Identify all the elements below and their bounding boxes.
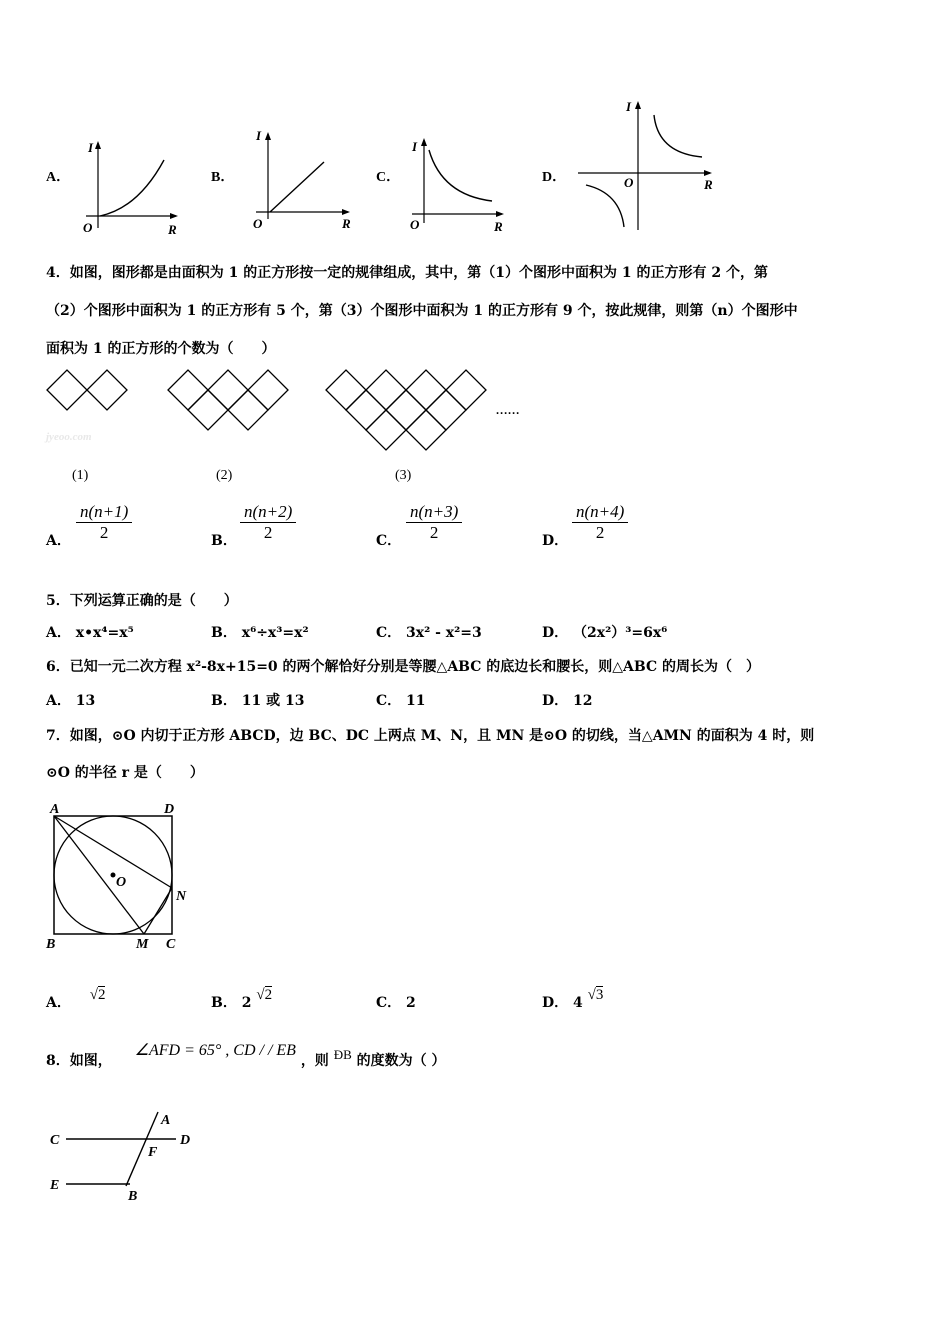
label-o: O: [116, 875, 127, 890]
q7-stem-line1: 7．如图，⊙O 内切于正方形 ABCD，边 BC、DC 上两点 M、N，且 MN 是⊙O 的切线，当△AMN 的面积为 4 时，则: [46, 728, 815, 744]
center-point: [111, 873, 116, 878]
text: 11 或 13: [241, 693, 305, 709]
y-arrow: [95, 141, 101, 149]
x-arrow: [170, 213, 178, 219]
q5-option-a[interactable]: [46, 622, 134, 642]
origin-label: O: [624, 175, 634, 190]
origin-label: O: [253, 216, 263, 231]
curve: [100, 160, 164, 216]
axis-i-label: I: [412, 139, 418, 154]
q6-stem: 6．已知一元二次方程 x²-8x+15=0 的两个解恰好分别是等腰△ABC 的底边长和腰长，则△ABC 的周长为（ ）: [46, 659, 761, 675]
x-arrow: [496, 211, 504, 217]
text: 13: [75, 693, 96, 709]
q6-option-d[interactable]: [542, 690, 593, 710]
watermark: jyeoo.com: [46, 431, 92, 443]
q4-stem-line3: 面积为 1 的正方形的个数为（ ）: [46, 341, 276, 357]
line: [270, 162, 324, 212]
ellipsis: ……: [496, 403, 520, 417]
caption-2: (2): [216, 468, 233, 483]
q3-option-a-letter: A．: [46, 170, 71, 185]
letter: D．: [542, 693, 569, 709]
numerator: n(n+2): [240, 502, 296, 523]
coefficient: 2: [241, 995, 252, 1011]
letter: B．: [211, 693, 237, 709]
denominator: 2: [99, 523, 109, 542]
q6-option-b[interactable]: [211, 690, 304, 710]
letter: C．: [376, 693, 402, 709]
q6-option-a[interactable]: [46, 690, 95, 710]
q8-figure: [40, 1104, 210, 1214]
radicand: 3: [595, 987, 604, 1003]
axis-i-label: I: [626, 99, 632, 114]
origin-label: O: [83, 220, 93, 235]
label-m: M: [136, 937, 149, 952]
coefficient: 2: [406, 995, 416, 1011]
segment-mn: [144, 888, 172, 934]
q5-option-d[interactable]: [542, 622, 667, 642]
q3-option-b-letter: B．: [211, 170, 235, 185]
letter: C．: [376, 625, 402, 641]
caption-1: (1): [72, 468, 89, 483]
label-f: F: [148, 1145, 158, 1160]
denominator: 2: [429, 523, 439, 542]
q4-option-a-letter[interactable]: A．: [46, 533, 71, 549]
q4-option-a-fraction: [76, 502, 132, 543]
y-arrow: [421, 138, 427, 146]
numerator: n(n+1): [76, 502, 132, 523]
q3-graph-c: [404, 135, 516, 235]
q4-option-c-fraction: [406, 502, 462, 543]
q8-condition: ∠AFD = 65° , CD / / EB: [134, 1042, 296, 1059]
text: 3x² - x²=3: [406, 625, 482, 641]
label-a: A: [50, 802, 60, 817]
pattern-2: [168, 370, 288, 430]
x-arrow: [704, 170, 712, 176]
origin-label: O: [410, 217, 420, 232]
q4-pattern-figure: [40, 362, 540, 462]
letter: D．: [542, 625, 569, 641]
denominator: 2: [263, 523, 273, 542]
radicand: 2: [264, 987, 273, 1003]
q4-option-d-letter[interactable]: D．: [542, 533, 569, 549]
axis-i-label: I: [256, 128, 262, 143]
q4-stem-line1: 4．如图，图形都是由面积为 1 的正方形按一定的规律组成，其中，第（1）个图形中面积为 1 的正方形有 2 个，第: [46, 265, 768, 281]
x-arrow: [342, 209, 350, 215]
letter: B．: [211, 625, 237, 641]
q4-option-b-fraction: [240, 502, 296, 543]
q7-stem-line2: ⊙O 的半径 r 是（ ）: [46, 765, 204, 781]
axis-r-label: R: [704, 177, 713, 192]
label-c: C: [50, 1133, 60, 1148]
q8-middle: ，则: [300, 1053, 329, 1069]
y-arrow: [265, 132, 271, 140]
text: x⁶÷x³=x²: [241, 625, 309, 641]
q4-stem-line2: （2）个图形中面积为 1 的正方形有 5 个，第（3）个图形中面积为 1 的正方形有 9 个，按此规律，则第（n）个图形中: [46, 303, 798, 319]
text: 11: [406, 693, 426, 709]
q3-option-c-letter: C．: [376, 170, 401, 185]
label-d: D: [180, 1133, 191, 1148]
label-c: C: [166, 937, 176, 952]
q3-graph-b: [248, 124, 360, 232]
axis-r-label: R: [168, 222, 177, 237]
numerator: n(n+3): [406, 502, 462, 523]
q7-option-b[interactable]: B． 2 √2: [211, 987, 273, 1011]
q8-suffix: 的度数为（ ）: [356, 1053, 446, 1069]
q3-graph-d: [572, 95, 722, 235]
y-arrow: [635, 101, 641, 109]
pattern-3: [326, 370, 486, 450]
letter: D．: [542, 995, 569, 1011]
axis-r-label: R: [494, 219, 503, 234]
denominator: 2: [595, 523, 605, 542]
label-d: D: [164, 802, 175, 817]
q8-stem: [46, 1042, 446, 1070]
q5-stem: 5．下列运算正确的是（ ）: [46, 593, 238, 609]
letter: A．: [46, 693, 71, 709]
q5-option-b[interactable]: [211, 622, 309, 642]
label-a: A: [161, 1113, 171, 1128]
text: （2x²）³=6x⁶: [573, 625, 668, 641]
q7-option-c[interactable]: [376, 992, 416, 1012]
q3-option-d-letter: D．: [542, 170, 567, 185]
text: 12: [573, 693, 593, 709]
q7-option-d[interactable]: D． 4 √3: [542, 987, 604, 1011]
letter: A．: [46, 995, 71, 1011]
segment-am: [54, 816, 144, 934]
q7-figure: [40, 796, 200, 956]
radicand: 2: [97, 987, 106, 1003]
text: x•x⁴=x⁵: [75, 625, 134, 641]
label-e: E: [50, 1178, 60, 1193]
letter: B．: [211, 995, 237, 1011]
q7-option-a[interactable]: A． √2: [46, 987, 106, 1011]
q8-prefix: 8．如图，: [46, 1053, 112, 1069]
q4-option-b-letter[interactable]: B．: [211, 533, 237, 549]
curve-upper: [654, 115, 702, 157]
pattern-1: [47, 370, 127, 410]
label-n: N: [176, 889, 187, 904]
label-b: B: [128, 1189, 138, 1204]
axis-r-label: R: [342, 216, 351, 231]
axis-i-label: I: [88, 140, 94, 155]
coefficient: 4: [573, 995, 583, 1011]
curve: [429, 150, 492, 201]
letter: C．: [376, 995, 402, 1011]
q3-graph-a: [78, 138, 188, 238]
letter: A．: [46, 625, 71, 641]
numerator: n(n+4): [572, 502, 628, 523]
q5-option-c[interactable]: [376, 622, 482, 642]
q4-option-d-fraction: [572, 502, 628, 543]
q4-option-c-letter[interactable]: C．: [376, 533, 402, 549]
label-b: B: [46, 937, 56, 952]
q6-option-c[interactable]: [376, 690, 426, 710]
curve-lower: [586, 185, 624, 227]
q8-angle: ÐB: [333, 1047, 352, 1062]
caption-3: (3): [395, 468, 412, 483]
